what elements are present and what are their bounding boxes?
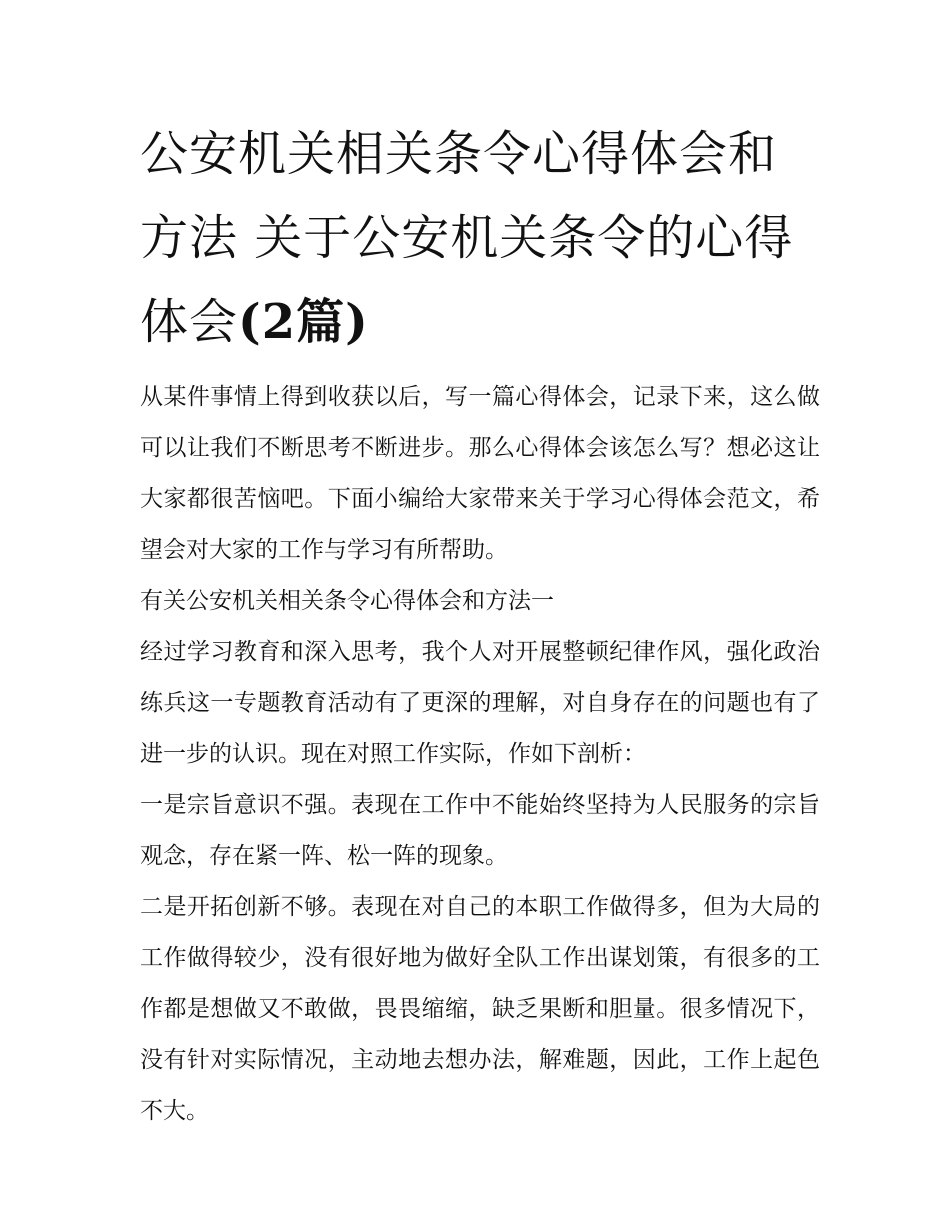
document-page: [140, 112, 820, 1137]
body-paragraph: 经过学习教育和深入思考，我个人对开展整顿纪律作风，强化政治练兵这一专题教育活动有了更深的理解，对自身存在的问题也有了进一步的认识。现在对照工作实际，作如下剖析：: [140, 639, 820, 767]
intro-paragraph: 从某件事情上得到收获以后，写一篇心得体会，记录下来，这么做可以让我们不断思考不断进步。那么心得体会该怎么写？想必这让大家都很苦恼吧。下面小编给大家带来关于学习心得体会范文，希望会对大家的工作与学习有所帮助。: [140, 384, 820, 563]
document-title: [140, 112, 820, 364]
title-suffix-text: (2篇): [238, 294, 369, 350]
document-body: [140, 372, 820, 1137]
section-heading: 有关公安机关相关条令心得体会和方法一: [140, 588, 554, 614]
body-paragraph: 一是宗旨意识不强。表现在工作中不能始终坚持为人民服务的宗旨观念，存在紧一阵、松一阵的现象。: [140, 792, 820, 869]
body-paragraph: 二是开拓创新不够。表现在对自己的本职工作做得多，但为大局的工作做得较少，没有很好地为做好全队工作出谋划策，有很多的工作都是想做又不敢做，畏畏缩缩，缺乏果断和胆量。很多情况下，没有针对实际情况，主动地去想办法，解难题，因此，工作上起色不大。: [140, 894, 820, 1124]
title-main-text: 公安机关相关条令心得体会和方法 关于公安机关条令的心得体会: [140, 126, 794, 350]
